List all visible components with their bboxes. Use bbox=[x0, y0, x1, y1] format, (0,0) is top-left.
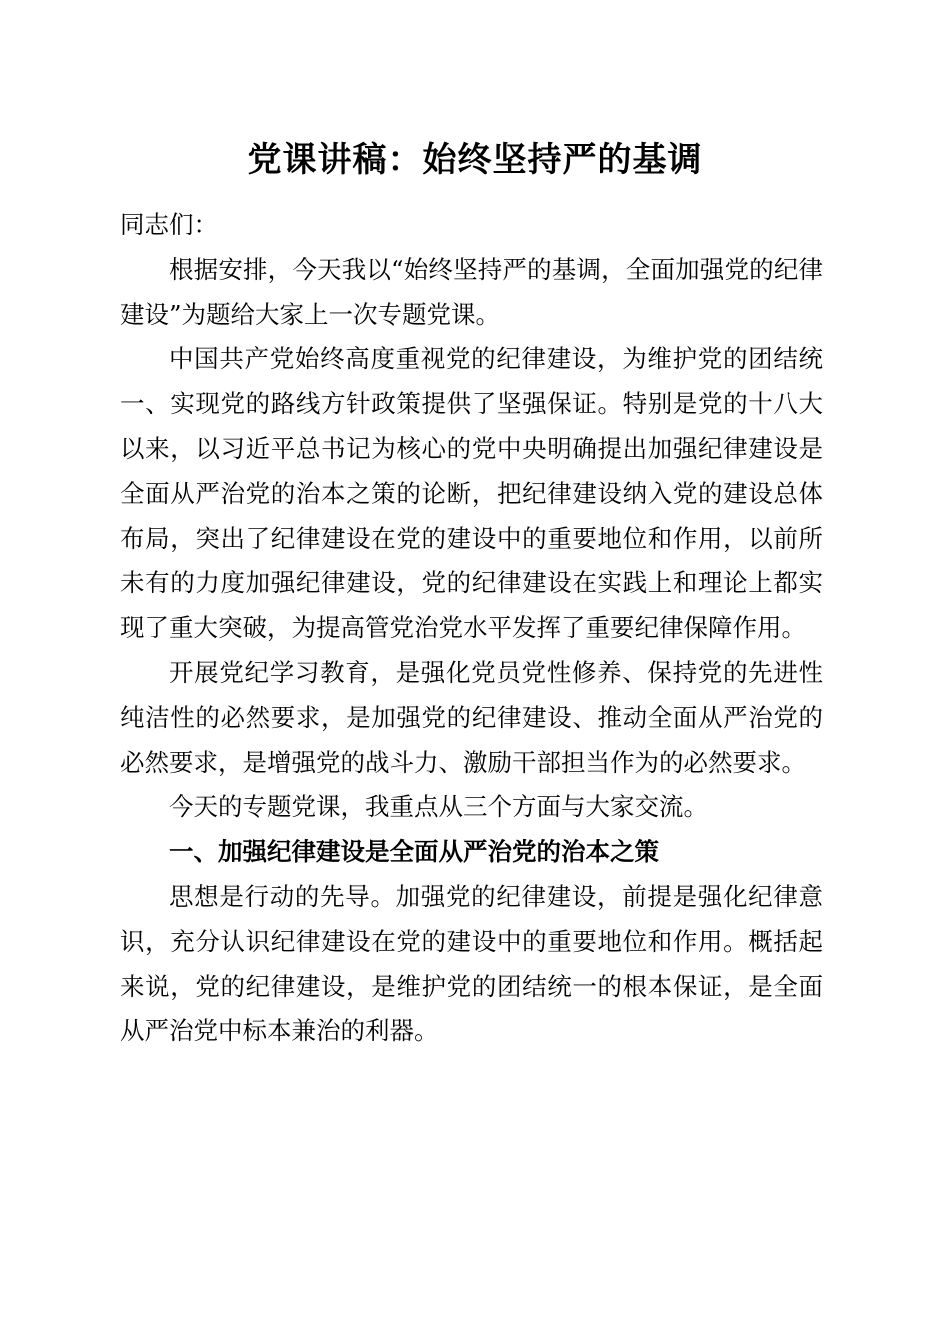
document-body bbox=[120, 203, 823, 1054]
document-title: 党课讲稿：始终坚持严的基调 bbox=[247, 140, 703, 180]
salutation: 同志们： bbox=[120, 210, 218, 239]
paragraph-section-1: 思想是行动的先导。加强党的纪律建设，前提是强化纪律意识，充分认识纪律建设在党的建设中的重要地位和作用。概括起来说，党的纪律建设，是维护党的团结统一的根本保证，是全面从严治党中标本兼治的利器。 bbox=[120, 881, 823, 1046]
paragraph-significance: 开展党纪学习教育，是强化党员党性修养、保持党的先进性纯洁性的必然要求，是加强党的纪律建设、推动全面从严治党的必然要求，是增强党的战斗力、激励干部担当作为的必然要求。 bbox=[120, 657, 823, 777]
paragraph-outline: 今天的专题党课，我重点从三个方面与大家交流。 bbox=[169, 792, 708, 822]
paragraph-intro: 根据安排，今天我以“始终坚持严的基调，全面加强党的纪律建设”为题给大家上一次专题党课。 bbox=[120, 254, 823, 329]
section-heading-1: 一、加强纪律建设是全面从严治党的治本之策 bbox=[169, 837, 659, 867]
paragraph-background: 中国共产党始终高度重视党的纪律建设，为维护党的团结统一、实现党的路线方针政策提供了坚强保证。特别是党的十八大以来，以习近平总书记为核心的党中央明确提出加强纪律建设是全面从严治党的治本之策的论断，把纪律建设纳入党的建设总体布局，突出了纪律建设在党的建设中的重要地位和作用，以前所未有的力度加强纪律建设，党的纪律建设在实践上和理论上都实现了重大突破，为提高管党治党水平发挥了重要纪律保障作用。 bbox=[120, 344, 823, 643]
